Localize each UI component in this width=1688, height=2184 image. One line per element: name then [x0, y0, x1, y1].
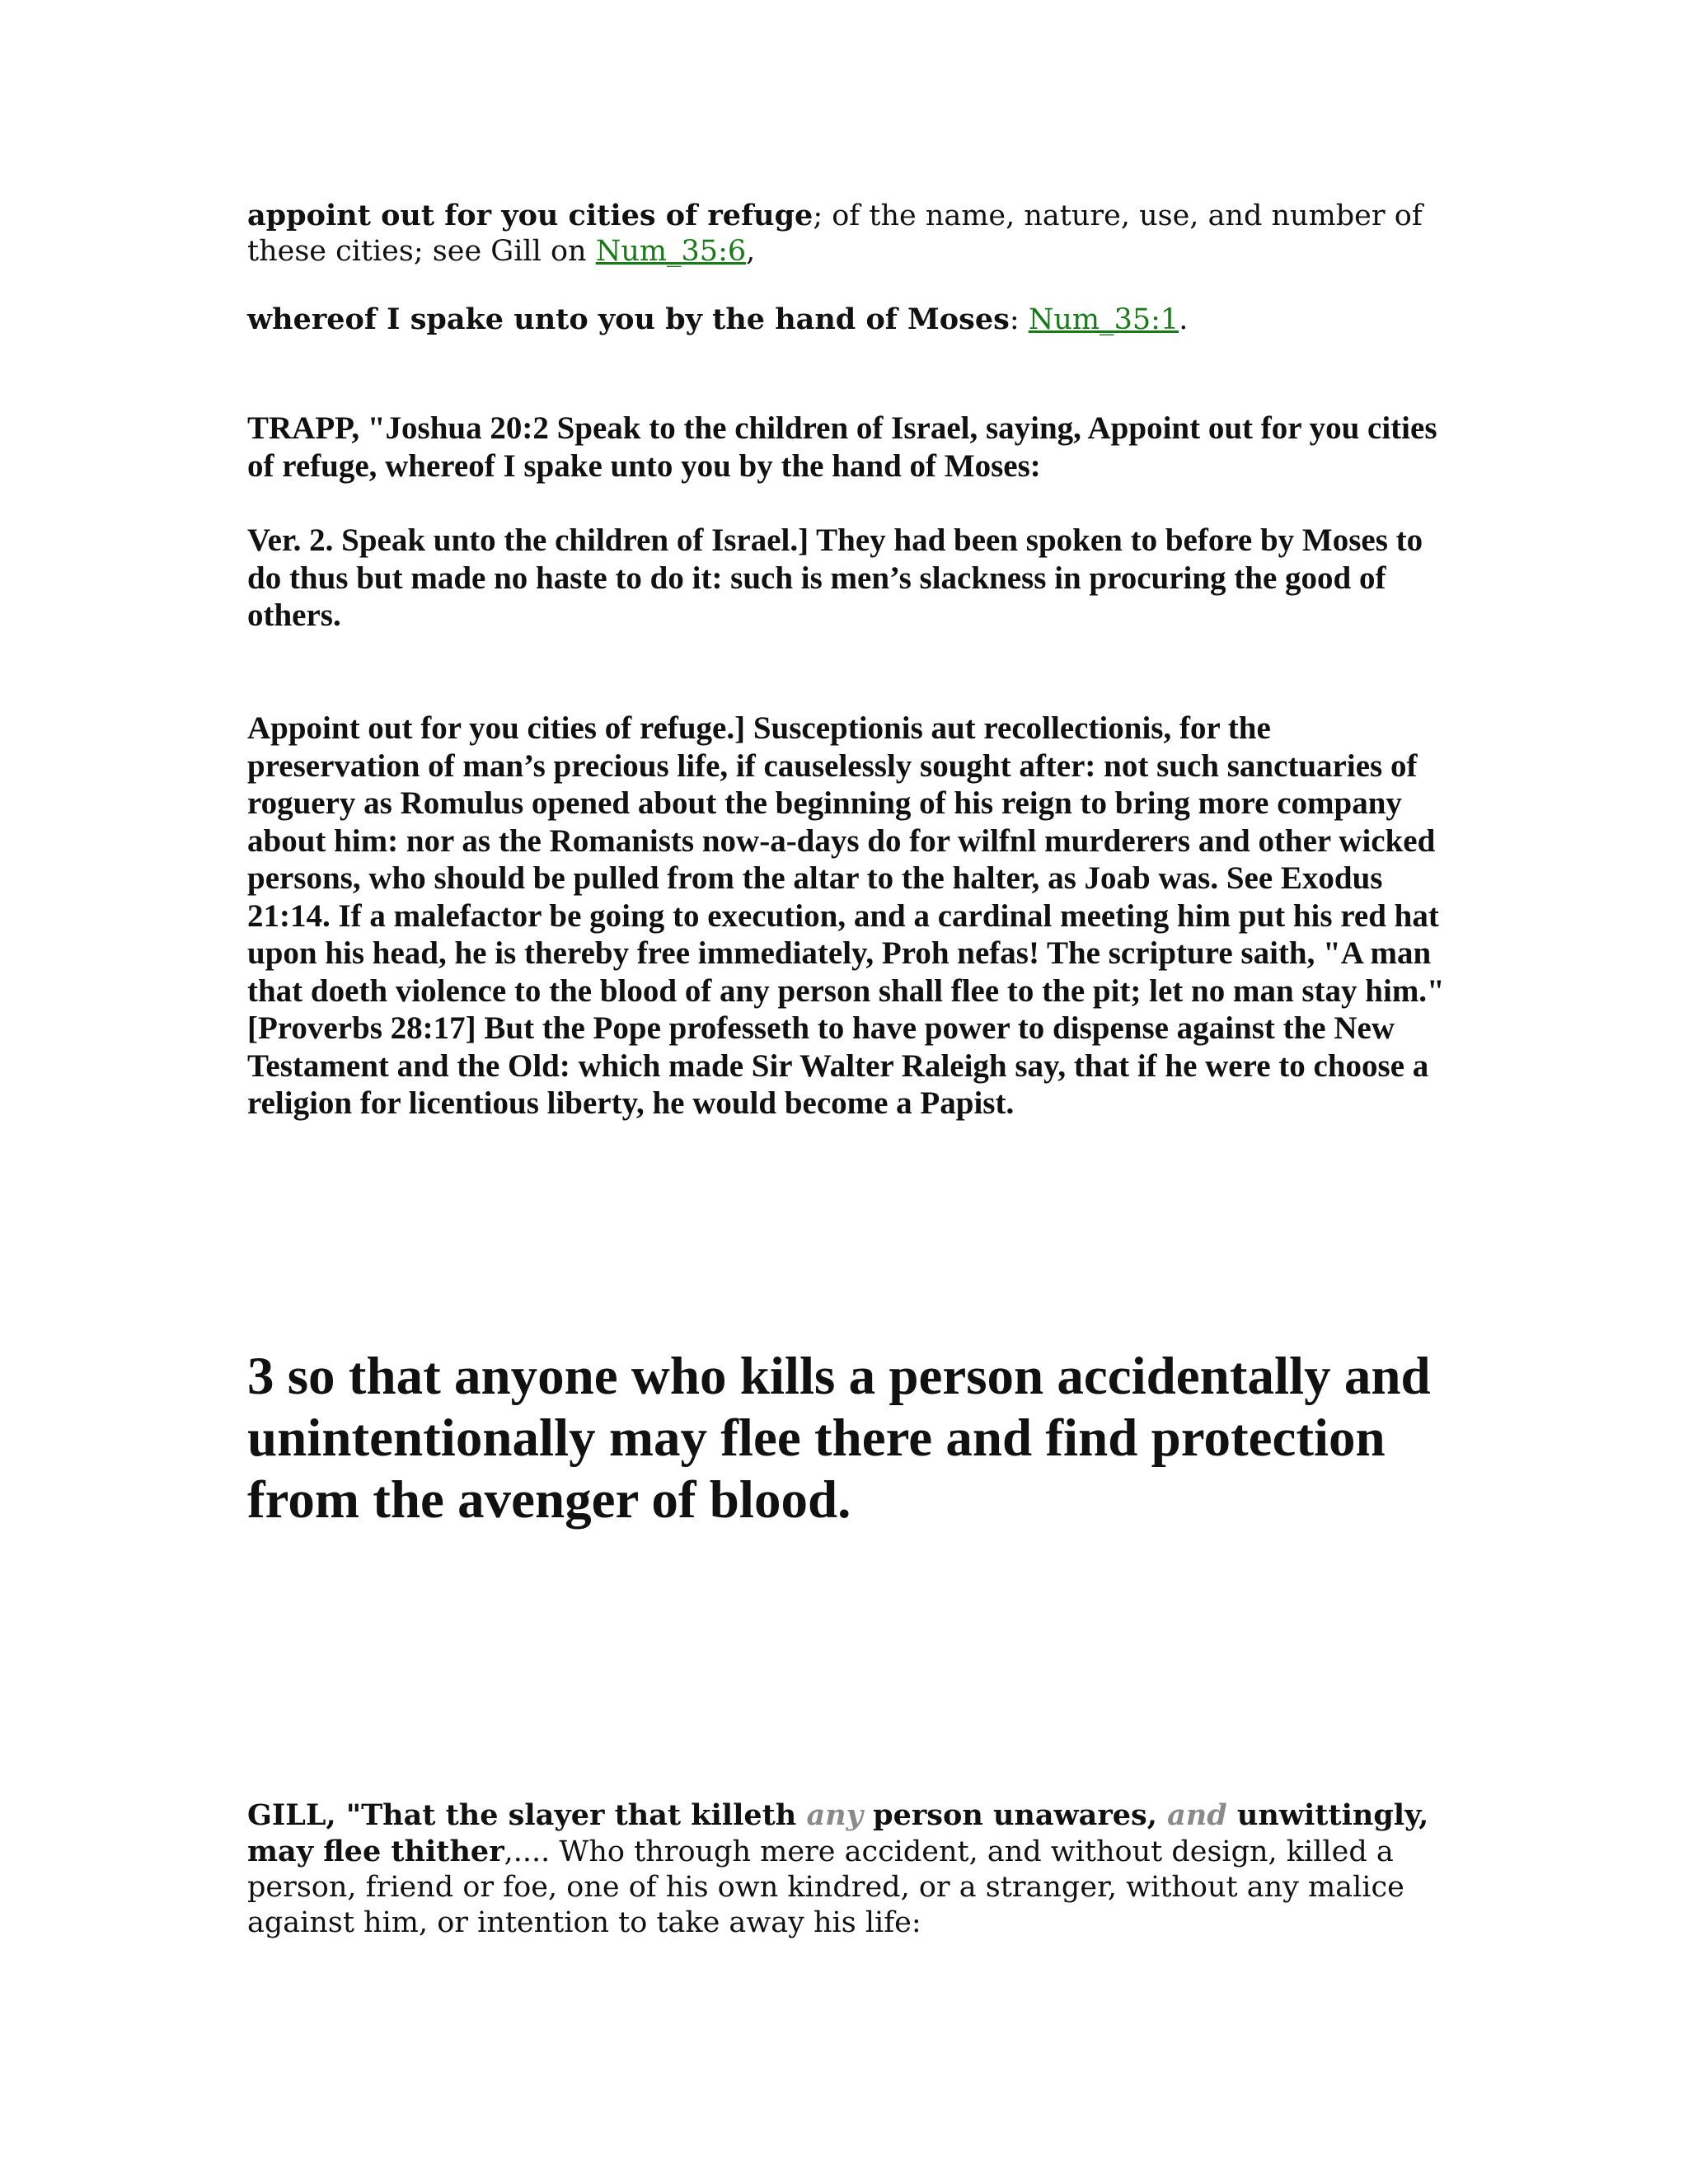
gill-sep: :: [1009, 303, 1029, 336]
gill-text: ; of the name, nature, use, and number of these cities; see Gill on: [247, 199, 1423, 268]
scripture-link-num-35-1[interactable]: Num_35:1: [1028, 303, 1179, 336]
scripture-link-num-35-6[interactable]: Num_35:6: [595, 235, 747, 268]
gill-punct: ,: [746, 235, 756, 268]
gill-bold-3: unwittingly, may flee thither: [247, 1798, 1429, 1868]
trapp-verse-2-note: Ver. 2. Speak unto the children of Israel.] They had been spoken to before by Moses to do thus but made no haste to do it: such is men’s slackness in procuring the good of others.: [247, 523, 1423, 633]
gill-bold-2: person unawares,: [862, 1798, 1168, 1832]
gill-paragraph-moses: [247, 302, 1451, 338]
gill-italic-and: and: [1167, 1798, 1227, 1832]
trapp-intro: TRAPP, "Joshua 20:2 Speak to the children of Israel, saying, Appoint out for you cities of refuge, whereof I spake unto you by the hand of Moses:: [247, 410, 1437, 484]
gill-bold-phrase-moses: whereof I spake unto you by the hand of Moses: [247, 302, 1010, 336]
gill-verse-3-comment: [247, 1797, 1451, 1941]
gill-paragraph-refuge: [247, 198, 1451, 269]
gill-bold-phrase: appoint out for you cities of refuge: [247, 199, 814, 232]
trapp-appoint-note: Appoint out for you cities of refuge.] Susceptionis aut recollectionis, for the preservation of man’s precious life, if causelessly sought after: not such sanctuaries of roguery as Romulus opened about the beginning of his reign to bring more company about him: nor as the Romanists now-a-days do for wilfnl murderers and other wicked persons, who should be pulled from the altar to the halter, as Joab was. See Exodus 21:14. If a malefactor be going to execution, and a cardinal meeting him put his red hat upon his head, he is thereby free immediately, Proh nefas! The scripture saith, "A man that doeth violence to the blood of any person shall flee to the pit; let no man stay him." [Proverbs 28:17] But the Pope professeth to have power to dispense against the New Testament and the Old: which made Sir Walter Raleigh say, that if he were to choose a religion for licentious liberty, he would become a Papist.: [247, 710, 1445, 1121]
gill-rest-text: ,.... Who through mere accident, and without design, killed a person, friend or foe, one of his own kindred, or a stranger, without any malice against him, or intention to take away his life:: [247, 1835, 1404, 1939]
gill-bold-1: GILL, "That the slayer that killeth: [247, 1798, 807, 1832]
verse-3-heading: 3 so that anyone who kills a person accidentally and unintentionally may flee there and find protection from the avenger of blood.: [247, 1347, 1431, 1530]
gill-italic-any: any: [806, 1798, 863, 1832]
gill-period: .: [1179, 303, 1189, 336]
